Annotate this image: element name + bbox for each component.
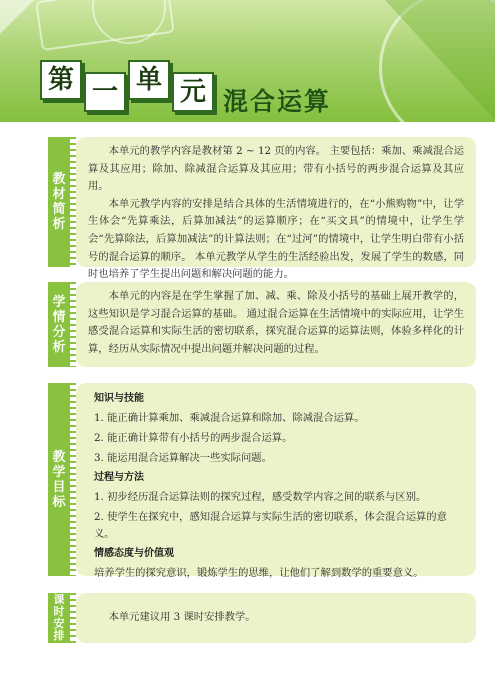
tab-char: 目 bbox=[52, 479, 66, 495]
goal-heading: 知识与技能 bbox=[94, 393, 144, 404]
section-content bbox=[76, 282, 476, 367]
tab-char: 分 bbox=[52, 324, 66, 340]
section-schedule bbox=[48, 593, 476, 643]
tab-char: 析 bbox=[52, 339, 66, 355]
section-tab bbox=[48, 137, 70, 267]
tab-char: 情 bbox=[52, 309, 66, 325]
tab-char: 析 bbox=[52, 217, 66, 232]
section-content bbox=[76, 383, 476, 579]
unit-char: 单 bbox=[128, 60, 170, 100]
goal-heading: 情感态度与价值观 bbox=[94, 548, 174, 559]
unit-char: 元 bbox=[172, 72, 214, 112]
unit-title: 混合运算 bbox=[223, 87, 332, 116]
section-tab bbox=[48, 383, 70, 576]
paragraph: 本单元教学内容的安排是结合具体的生活情境进行的，在“小熊购物”中，让学生体会“先算乘法，后算加减法”的运算顺序；在“买文具”的情境中，让学生学会“先算除法，后算加减法”的计算法则；在“过河”的情境中，让学生明白带有小括号的混合运算的顺序。 本单元教学从学生的生活经验出发，发展了学生的数感，同时也培养了学生提出问题和解决问题的能力。 bbox=[88, 197, 464, 281]
paragraph: 本单元的内容是在学生掌握了加、减、乘、除及小括号的基础上展开教学的，这些知识是学习混合运算的基础。 通过混合运算在生活情境中的实际应用，让学生感受混合运算和实际生活的密切联系，探究混合运算的运算法则，体验多样化的计算，经历从实际情况中提出问题并解决问题的过程。 bbox=[88, 290, 464, 355]
section-tab bbox=[48, 593, 70, 643]
section-teaching-goals bbox=[48, 383, 476, 579]
goal-item: 2. 使学生在探究中，感知混合运算与实际生活的密切联系，体会混合运算的意义。 bbox=[94, 511, 447, 540]
tab-char: 简 bbox=[52, 202, 66, 217]
section-tab bbox=[48, 282, 70, 367]
tab-char: 标 bbox=[52, 494, 66, 510]
tab-char: 教 bbox=[52, 172, 66, 187]
paragraph: 本单元的教学内容是教材第 2 ~ 12 页的内容。 主要包括：乘加、乘减混合运算及其应用；除加、除减混合运算及其应用；带有小括号的两步混合运算及其应用。 bbox=[88, 145, 464, 193]
tab-char: 安 bbox=[53, 617, 65, 630]
goal-item: 2. 能正确计算带有小括号的两步混合运算。 bbox=[94, 432, 293, 444]
tab-char: 学 bbox=[52, 464, 66, 480]
tab-char: 排 bbox=[53, 629, 65, 642]
goal-item: 1. 能正确计算乘加、乘减混合运算和除加、除减混合运算。 bbox=[94, 412, 365, 424]
section-content bbox=[76, 593, 476, 643]
unit-char: 一 bbox=[84, 72, 126, 112]
goal-item: 1. 初步经历混合运算法则的探究过程，感受数学内容之间的联系与区别。 bbox=[94, 491, 427, 503]
goal-heading: 过程与方法 bbox=[94, 472, 144, 483]
tab-char: 课 bbox=[53, 593, 65, 606]
wedge-decoration bbox=[385, 0, 495, 120]
section-textbook-analysis bbox=[48, 137, 476, 281]
tab-char: 时 bbox=[53, 605, 65, 618]
paragraph: 本单元建议用 3 课时安排教学。 bbox=[108, 611, 256, 624]
tab-char: 教 bbox=[52, 449, 66, 465]
unit-char: 第 bbox=[40, 60, 82, 100]
triangle-decoration bbox=[0, 0, 34, 34]
section-student-analysis bbox=[48, 282, 476, 367]
goal-item: 3. 能运用混合运算解决一些实际问题。 bbox=[94, 452, 272, 464]
tab-char: 学 bbox=[52, 294, 66, 310]
goal-item: 培养学生的探究意识，锻炼学生的思维，让他们了解到数学的重要意义。 bbox=[94, 567, 424, 579]
section-content bbox=[76, 137, 476, 281]
tab-char: 材 bbox=[52, 187, 66, 202]
page-header bbox=[0, 0, 495, 122]
